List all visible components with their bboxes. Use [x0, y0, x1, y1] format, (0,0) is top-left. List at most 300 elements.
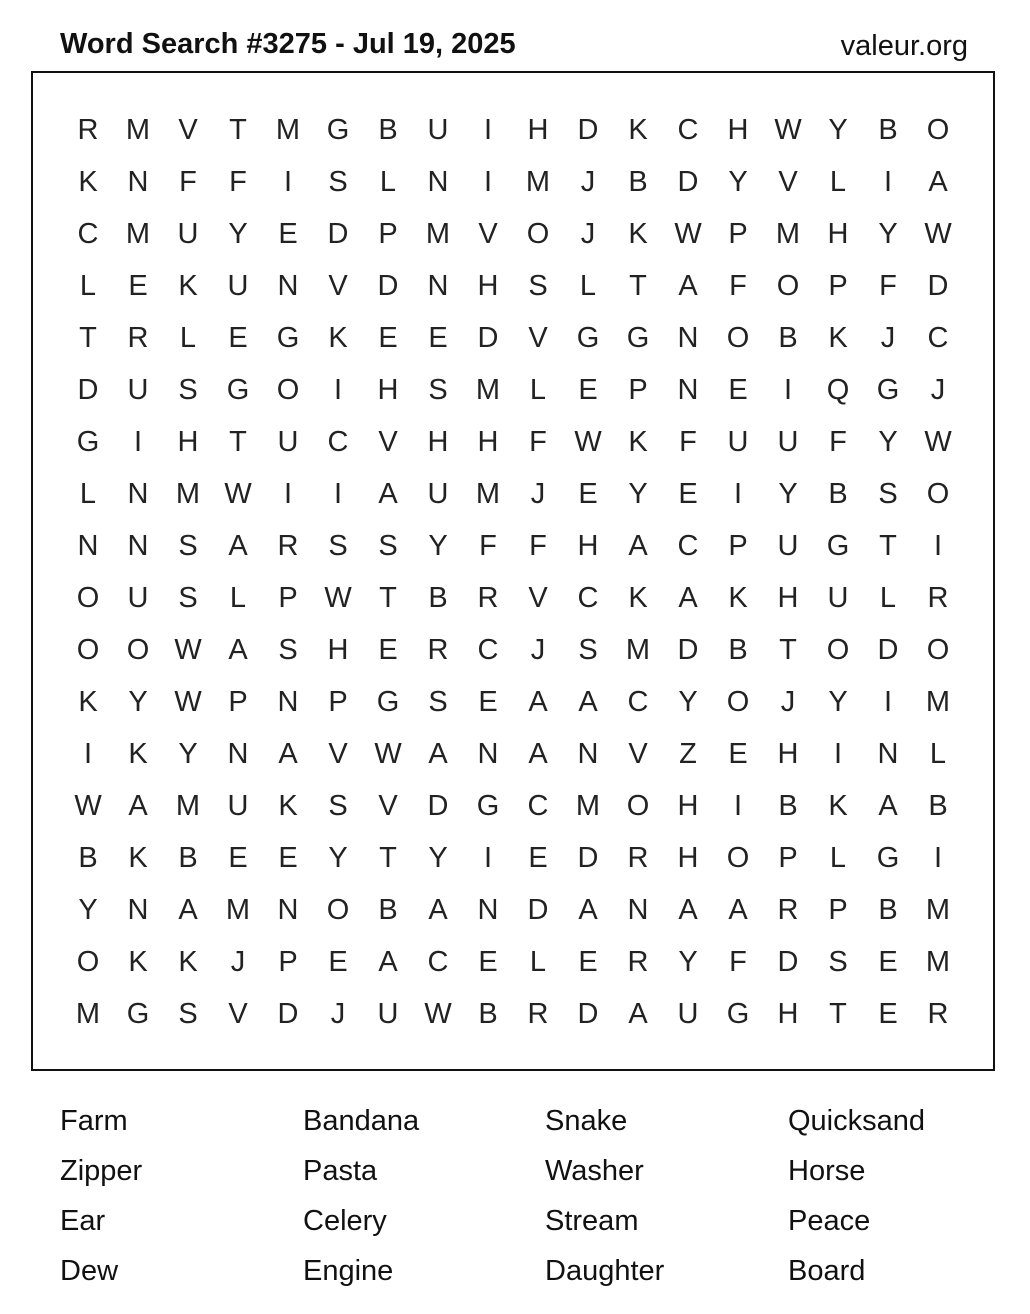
grid-cell[interactable]: R [277, 530, 299, 562]
grid-cell[interactable]: R [427, 634, 449, 666]
grid-cell[interactable]: P [628, 374, 648, 406]
grid-cell[interactable]: U [277, 426, 299, 458]
grid-cell[interactable]: U [227, 270, 249, 302]
grid-cell[interactable]: L [579, 270, 597, 302]
grid-cell[interactable]: E [228, 322, 248, 354]
grid-cell[interactable]: M [475, 478, 501, 510]
grid-cell[interactable]: K [128, 842, 148, 874]
grid-cell[interactable]: P [328, 686, 348, 718]
grid-cell[interactable]: H [377, 374, 399, 406]
grid-cell[interactable]: B [778, 790, 798, 822]
grid-cell[interactable]: O [726, 322, 750, 354]
grid-cell[interactable]: I [833, 738, 843, 770]
grid-cell[interactable]: N [127, 530, 149, 562]
grid-cell[interactable]: S [878, 478, 898, 510]
grid-cell[interactable]: D [577, 114, 599, 146]
grid-cell[interactable]: K [828, 322, 848, 354]
grid-cell[interactable]: N [127, 166, 149, 198]
grid-cell[interactable]: O [926, 478, 950, 510]
grid-cell[interactable]: M [125, 114, 151, 146]
grid-cell[interactable]: C [477, 634, 499, 666]
grid-cell[interactable]: S [328, 530, 348, 562]
grid-cell[interactable]: V [528, 322, 548, 354]
grid-cell[interactable]: Y [428, 530, 448, 562]
grid-cell[interactable]: J [780, 686, 796, 718]
grid-cell[interactable]: K [78, 686, 98, 718]
grid-cell[interactable]: J [580, 218, 596, 250]
grid-cell[interactable]: A [128, 790, 148, 822]
grid-cell[interactable]: W [174, 634, 202, 666]
grid-cell[interactable]: D [677, 634, 699, 666]
grid-cell[interactable]: B [628, 166, 648, 198]
grid-cell[interactable]: L [229, 582, 247, 614]
grid-cell[interactable]: M [225, 894, 251, 926]
grid-cell[interactable]: U [777, 426, 799, 458]
grid-cell[interactable]: K [628, 582, 648, 614]
grid-cell[interactable]: B [828, 478, 848, 510]
grid-cell[interactable]: U [427, 114, 449, 146]
grid-cell[interactable]: J [530, 478, 546, 510]
grid-cell[interactable]: E [428, 322, 448, 354]
grid-cell[interactable]: M [425, 218, 451, 250]
grid-cell[interactable]: R [927, 998, 949, 1030]
grid-cell[interactable]: G [376, 686, 400, 718]
grid-cell[interactable]: S [178, 530, 198, 562]
grid-cell[interactable]: D [677, 166, 699, 198]
grid-cell[interactable]: M [775, 218, 801, 250]
grid-cell[interactable]: E [728, 738, 748, 770]
grid-cell[interactable]: T [79, 322, 97, 354]
grid-cell[interactable]: M [125, 218, 151, 250]
grid-cell[interactable]: W [324, 582, 352, 614]
grid-cell[interactable]: E [678, 478, 698, 510]
grid-cell[interactable]: R [77, 114, 99, 146]
grid-cell[interactable]: M [175, 478, 201, 510]
grid-cell[interactable]: A [378, 478, 398, 510]
grid-cell[interactable]: P [828, 894, 848, 926]
grid-cell[interactable]: F [829, 426, 847, 458]
grid-cell[interactable]: A [928, 166, 948, 198]
grid-cell[interactable]: I [933, 842, 943, 874]
grid-cell[interactable]: J [880, 322, 896, 354]
grid-cell[interactable]: P [378, 218, 398, 250]
grid-cell[interactable]: M [575, 790, 601, 822]
grid-cell[interactable]: Y [878, 426, 898, 458]
grid-cell[interactable]: G [726, 998, 750, 1030]
grid-cell[interactable]: U [377, 998, 399, 1030]
grid-cell[interactable]: H [777, 998, 799, 1030]
grid-cell[interactable]: Y [128, 686, 148, 718]
grid-cell[interactable]: M [925, 894, 951, 926]
grid-cell[interactable]: D [427, 790, 449, 822]
grid-cell[interactable]: A [278, 738, 298, 770]
grid-cell[interactable]: F [229, 166, 247, 198]
grid-cell[interactable]: V [178, 114, 198, 146]
grid-cell[interactable]: K [78, 166, 98, 198]
grid-cell[interactable]: O [76, 634, 100, 666]
grid-cell[interactable]: C [77, 218, 99, 250]
grid-cell[interactable]: K [328, 322, 348, 354]
grid-cell[interactable]: V [328, 270, 348, 302]
grid-cell[interactable]: G [826, 530, 850, 562]
grid-cell[interactable]: B [878, 114, 898, 146]
grid-cell[interactable]: F [879, 270, 897, 302]
grid-cell[interactable]: H [177, 426, 199, 458]
grid-cell[interactable]: W [224, 478, 252, 510]
grid-cell[interactable]: N [477, 894, 499, 926]
grid-cell[interactable]: Y [778, 478, 798, 510]
grid-cell[interactable]: W [674, 218, 702, 250]
grid-cell[interactable]: B [778, 322, 798, 354]
grid-cell[interactable]: N [227, 738, 249, 770]
grid-cell[interactable]: H [527, 114, 549, 146]
grid-cell[interactable]: E [578, 478, 598, 510]
grid-cell[interactable]: Y [678, 686, 698, 718]
grid-cell[interactable]: E [878, 998, 898, 1030]
grid-cell[interactable]: N [627, 894, 649, 926]
grid-cell[interactable]: Y [428, 842, 448, 874]
grid-cell[interactable]: F [479, 530, 497, 562]
grid-cell[interactable]: P [278, 946, 298, 978]
grid-cell[interactable]: E [578, 946, 598, 978]
grid-cell[interactable]: A [678, 270, 698, 302]
grid-cell[interactable]: P [228, 686, 248, 718]
grid-cell[interactable]: L [929, 738, 947, 770]
grid-cell[interactable]: K [178, 946, 198, 978]
grid-cell[interactable]: D [777, 946, 799, 978]
grid-cell[interactable]: Y [828, 686, 848, 718]
grid-cell[interactable]: A [628, 530, 648, 562]
grid-cell[interactable]: V [378, 426, 398, 458]
grid-cell[interactable]: W [574, 426, 602, 458]
grid-cell[interactable]: P [278, 582, 298, 614]
grid-cell[interactable]: S [328, 790, 348, 822]
grid-cell[interactable]: I [483, 166, 493, 198]
grid-cell[interactable]: J [580, 166, 596, 198]
grid-cell[interactable]: H [327, 634, 349, 666]
grid-cell[interactable]: A [178, 894, 198, 926]
grid-cell[interactable]: L [529, 946, 547, 978]
grid-cell[interactable]: V [778, 166, 798, 198]
grid-cell[interactable]: Q [826, 374, 850, 406]
grid-cell[interactable]: Y [678, 946, 698, 978]
grid-cell[interactable]: N [877, 738, 899, 770]
grid-cell[interactable]: O [726, 686, 750, 718]
grid-cell[interactable]: O [276, 374, 300, 406]
grid-cell[interactable]: U [827, 582, 849, 614]
grid-cell[interactable]: U [427, 478, 449, 510]
grid-cell[interactable]: A [678, 894, 698, 926]
grid-cell[interactable]: M [75, 998, 101, 1030]
grid-cell[interactable]: R [927, 582, 949, 614]
grid-cell[interactable]: R [127, 322, 149, 354]
grid-cell[interactable]: C [577, 582, 599, 614]
grid-cell[interactable]: N [677, 374, 699, 406]
grid-cell[interactable]: A [528, 738, 548, 770]
grid-cell[interactable]: T [229, 426, 247, 458]
grid-cell[interactable]: E [728, 374, 748, 406]
grid-cell[interactable]: C [527, 790, 549, 822]
grid-cell[interactable]: P [728, 530, 748, 562]
grid-cell[interactable]: K [128, 946, 148, 978]
grid-cell[interactable]: B [78, 842, 98, 874]
grid-cell[interactable]: D [877, 634, 899, 666]
grid-cell[interactable]: F [179, 166, 197, 198]
grid-cell[interactable]: K [628, 426, 648, 458]
grid-cell[interactable]: D [77, 374, 99, 406]
grid-cell[interactable]: I [133, 426, 143, 458]
grid-cell[interactable]: W [424, 998, 452, 1030]
grid-cell[interactable]: A [728, 894, 748, 926]
grid-cell[interactable]: E [378, 322, 398, 354]
grid-cell[interactable]: H [577, 530, 599, 562]
grid-cell[interactable]: K [728, 582, 748, 614]
grid-cell[interactable]: O [726, 842, 750, 874]
grid-cell[interactable]: Y [628, 478, 648, 510]
grid-cell[interactable]: G [876, 374, 900, 406]
grid-cell[interactable]: S [578, 634, 598, 666]
grid-cell[interactable]: P [778, 842, 798, 874]
grid-cell[interactable]: W [924, 218, 952, 250]
grid-cell[interactable]: O [776, 270, 800, 302]
grid-cell[interactable]: L [179, 322, 197, 354]
grid-cell[interactable]: N [577, 738, 599, 770]
grid-cell[interactable]: T [829, 998, 847, 1030]
grid-cell[interactable]: S [828, 946, 848, 978]
grid-cell[interactable]: C [927, 322, 949, 354]
grid-cell[interactable]: P [728, 218, 748, 250]
grid-cell[interactable]: K [628, 114, 648, 146]
grid-cell[interactable]: U [127, 374, 149, 406]
grid-cell[interactable]: G [276, 322, 300, 354]
grid-cell[interactable]: I [783, 374, 793, 406]
grid-cell[interactable]: M [175, 790, 201, 822]
grid-cell[interactable]: D [527, 894, 549, 926]
grid-cell[interactable]: K [128, 738, 148, 770]
grid-cell[interactable]: W [774, 114, 802, 146]
grid-cell[interactable]: V [228, 998, 248, 1030]
grid-cell[interactable]: U [177, 218, 199, 250]
grid-cell[interactable]: Y [78, 894, 98, 926]
grid-cell[interactable]: G [576, 322, 600, 354]
grid-cell[interactable]: O [926, 114, 950, 146]
grid-cell[interactable]: M [925, 686, 951, 718]
grid-cell[interactable]: T [879, 530, 897, 562]
grid-cell[interactable]: U [227, 790, 249, 822]
grid-cell[interactable]: N [277, 894, 299, 926]
grid-cell[interactable]: N [477, 738, 499, 770]
grid-cell[interactable]: C [677, 114, 699, 146]
grid-cell[interactable]: H [477, 426, 499, 458]
grid-cell[interactable]: E [328, 946, 348, 978]
grid-cell[interactable]: D [277, 998, 299, 1030]
grid-cell[interactable]: V [628, 738, 648, 770]
grid-cell[interactable]: I [933, 530, 943, 562]
grid-cell[interactable]: B [428, 582, 448, 614]
grid-cell[interactable]: N [677, 322, 699, 354]
grid-cell[interactable]: H [777, 582, 799, 614]
grid-cell[interactable]: I [483, 842, 493, 874]
grid-cell[interactable]: V [478, 218, 498, 250]
grid-cell[interactable]: A [528, 686, 548, 718]
grid-cell[interactable]: L [529, 374, 547, 406]
grid-cell[interactable]: T [629, 270, 647, 302]
grid-cell[interactable]: Y [228, 218, 248, 250]
grid-cell[interactable]: I [883, 686, 893, 718]
grid-cell[interactable]: B [378, 114, 398, 146]
grid-cell[interactable]: E [228, 842, 248, 874]
grid-cell[interactable]: C [677, 530, 699, 562]
grid-cell[interactable]: U [127, 582, 149, 614]
grid-cell[interactable]: C [427, 946, 449, 978]
grid-cell[interactable]: C [327, 426, 349, 458]
grid-cell[interactable]: S [378, 530, 398, 562]
grid-cell[interactable]: A [628, 998, 648, 1030]
grid-cell[interactable]: I [483, 114, 493, 146]
grid-cell[interactable]: O [626, 790, 650, 822]
grid-cell[interactable]: Y [878, 218, 898, 250]
grid-cell[interactable]: S [178, 582, 198, 614]
grid-cell[interactable]: T [379, 842, 397, 874]
grid-cell[interactable]: Z [679, 738, 697, 770]
grid-cell[interactable]: N [277, 270, 299, 302]
grid-cell[interactable]: G [326, 114, 350, 146]
grid-cell[interactable]: T [379, 582, 397, 614]
grid-cell[interactable]: F [679, 426, 697, 458]
grid-cell[interactable]: L [379, 166, 397, 198]
grid-cell[interactable]: F [529, 426, 547, 458]
grid-cell[interactable]: H [677, 842, 699, 874]
grid-cell[interactable]: O [76, 582, 100, 614]
grid-cell[interactable]: R [627, 842, 649, 874]
grid-cell[interactable]: M [625, 634, 651, 666]
grid-cell[interactable]: G [626, 322, 650, 354]
grid-cell[interactable]: Y [728, 166, 748, 198]
grid-cell[interactable]: B [878, 894, 898, 926]
grid-cell[interactable]: H [477, 270, 499, 302]
grid-cell[interactable]: S [328, 166, 348, 198]
grid-cell[interactable]: Y [828, 114, 848, 146]
grid-cell[interactable]: O [526, 218, 550, 250]
grid-cell[interactable]: M [925, 946, 951, 978]
grid-cell[interactable]: L [79, 270, 97, 302]
grid-cell[interactable]: A [878, 790, 898, 822]
grid-cell[interactable]: S [278, 634, 298, 666]
grid-cell[interactable]: P [828, 270, 848, 302]
grid-cell[interactable]: I [333, 374, 343, 406]
grid-cell[interactable]: N [127, 894, 149, 926]
grid-cell[interactable]: L [829, 166, 847, 198]
grid-cell[interactable]: E [278, 218, 298, 250]
grid-cell[interactable]: O [326, 894, 350, 926]
grid-cell[interactable]: D [327, 218, 349, 250]
grid-cell[interactable]: A [578, 686, 598, 718]
grid-cell[interactable]: I [333, 478, 343, 510]
grid-cell[interactable]: S [178, 998, 198, 1030]
grid-cell[interactable]: W [74, 790, 102, 822]
grid-cell[interactable]: A [428, 894, 448, 926]
grid-cell[interactable]: L [79, 478, 97, 510]
grid-cell[interactable]: A [578, 894, 598, 926]
grid-cell[interactable]: E [578, 374, 598, 406]
grid-cell[interactable]: I [733, 478, 743, 510]
grid-cell[interactable]: J [930, 374, 946, 406]
grid-cell[interactable]: T [779, 634, 797, 666]
grid-cell[interactable]: A [678, 582, 698, 614]
grid-cell[interactable]: Y [178, 738, 198, 770]
grid-cell[interactable]: N [77, 530, 99, 562]
grid-cell[interactable]: W [374, 738, 402, 770]
grid-cell[interactable]: O [926, 634, 950, 666]
grid-cell[interactable]: U [777, 530, 799, 562]
grid-cell[interactable]: B [478, 998, 498, 1030]
grid-cell[interactable]: K [278, 790, 298, 822]
grid-cell[interactable]: C [627, 686, 649, 718]
grid-cell[interactable]: D [377, 270, 399, 302]
grid-cell[interactable]: K [178, 270, 198, 302]
grid-cell[interactable]: J [230, 946, 246, 978]
grid-cell[interactable]: O [126, 634, 150, 666]
grid-cell[interactable]: D [577, 998, 599, 1030]
grid-cell[interactable]: G [876, 842, 900, 874]
grid-cell[interactable]: B [928, 790, 948, 822]
grid-cell[interactable]: S [528, 270, 548, 302]
grid-cell[interactable]: V [328, 738, 348, 770]
grid-cell[interactable]: K [828, 790, 848, 822]
grid-cell[interactable]: O [826, 634, 850, 666]
grid-cell[interactable]: B [728, 634, 748, 666]
grid-cell[interactable]: A [228, 530, 248, 562]
grid-cell[interactable]: H [827, 218, 849, 250]
grid-cell[interactable]: N [127, 478, 149, 510]
grid-cell[interactable]: S [428, 686, 448, 718]
grid-cell[interactable]: U [727, 426, 749, 458]
grid-cell[interactable]: G [76, 426, 100, 458]
grid-cell[interactable]: F [529, 530, 547, 562]
grid-cell[interactable]: R [627, 946, 649, 978]
grid-cell[interactable]: R [777, 894, 799, 926]
grid-cell[interactable]: H [677, 790, 699, 822]
grid-cell[interactable]: M [475, 374, 501, 406]
grid-cell[interactable]: W [174, 686, 202, 718]
grid-cell[interactable]: Y [328, 842, 348, 874]
grid-cell[interactable]: N [427, 166, 449, 198]
grid-cell[interactable]: W [924, 426, 952, 458]
grid-cell[interactable]: M [275, 114, 301, 146]
grid-cell[interactable]: H [727, 114, 749, 146]
grid-cell[interactable]: V [528, 582, 548, 614]
grid-cell[interactable]: R [527, 998, 549, 1030]
grid-cell[interactable]: L [879, 582, 897, 614]
grid-cell[interactable]: A [378, 946, 398, 978]
grid-cell[interactable]: N [427, 270, 449, 302]
grid-cell[interactable]: E [278, 842, 298, 874]
grid-cell[interactable]: O [76, 946, 100, 978]
grid-cell[interactable]: E [528, 842, 548, 874]
grid-cell[interactable]: E [378, 634, 398, 666]
grid-cell[interactable]: E [128, 270, 148, 302]
grid-cell[interactable]: K [628, 218, 648, 250]
grid-cell[interactable]: M [525, 166, 551, 198]
grid-cell[interactable]: A [428, 738, 448, 770]
grid-cell[interactable]: S [178, 374, 198, 406]
grid-cell[interactable]: T [229, 114, 247, 146]
grid-cell[interactable]: B [378, 894, 398, 926]
grid-cell[interactable]: H [777, 738, 799, 770]
grid-cell[interactable]: V [378, 790, 398, 822]
grid-cell[interactable]: D [577, 842, 599, 874]
grid-cell[interactable]: I [83, 738, 93, 770]
